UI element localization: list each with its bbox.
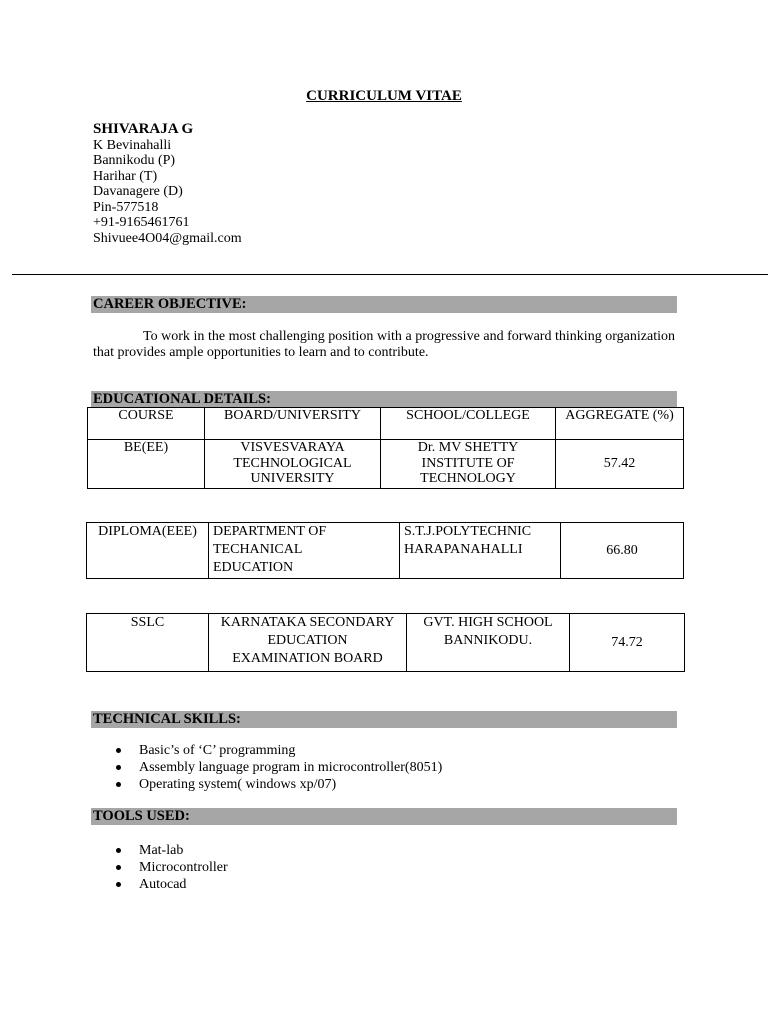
aggregate-cell: 66.80 bbox=[561, 523, 684, 579]
school-line: Dr. MV SHETTY bbox=[417, 440, 519, 455]
education-table-sslc bbox=[86, 613, 685, 672]
pin-code: Pin-577518 bbox=[93, 199, 159, 215]
tools-used-heading: TOOLS USED: bbox=[91, 808, 677, 825]
phone-number: +91-9165461761 bbox=[93, 215, 190, 230]
education-table-diploma bbox=[86, 522, 684, 579]
career-objective-heading: CAREER OBJECTIVE: bbox=[91, 296, 677, 313]
candidate-name: SHIVARAJA G bbox=[93, 121, 194, 137]
career-objective-text: To work in the most challenging position with a progressive and forward thinking organization that provides ample opportunities to learn and to contribute. bbox=[93, 329, 675, 360]
school-line: HARAPANAHALLI bbox=[404, 542, 523, 557]
board-line: DEPARTMENT OF bbox=[213, 524, 327, 539]
board-cell bbox=[209, 614, 407, 672]
list-item: Microcontroller bbox=[93, 859, 228, 876]
list-item: Basic’s of ‘C’ programming bbox=[93, 742, 442, 759]
email-address: Shivuee4O04@gmail.com bbox=[93, 230, 242, 246]
school-line: INSTITUTE OF bbox=[421, 455, 515, 471]
school-line: S.T.J.POLYTECHNIC bbox=[404, 524, 532, 539]
address-line: K Bevinahalli bbox=[93, 137, 172, 153]
board-line: TECHANICAL bbox=[213, 542, 303, 557]
header-course: COURSE bbox=[88, 408, 205, 440]
board-cell bbox=[209, 523, 400, 579]
table-row bbox=[87, 523, 684, 579]
list-item: Autocad bbox=[93, 876, 228, 893]
board-cell bbox=[205, 440, 381, 489]
table-header-row bbox=[88, 408, 684, 440]
board-line: TECHNOLOGICAL bbox=[233, 455, 352, 471]
list-item: Mat-lab bbox=[93, 842, 228, 859]
course-cell: BE(EE) bbox=[88, 440, 205, 489]
header-school: SCHOOL/COLLEGE bbox=[381, 408, 556, 440]
board-line: VISVESVARAYA bbox=[240, 440, 345, 455]
school-line: TECHNOLOGY bbox=[420, 471, 516, 486]
board-line: KARNATAKA SECONDARY bbox=[220, 615, 395, 630]
horizontal-divider bbox=[12, 274, 768, 275]
aggregate-cell: 74.72 bbox=[570, 614, 685, 672]
board-line: EDUCATION bbox=[267, 633, 348, 648]
technical-skills-heading: TECHNICAL SKILLS: bbox=[91, 711, 677, 728]
list-item: Assembly language program in microcontroller(8051) bbox=[93, 759, 442, 776]
contact-block bbox=[93, 122, 242, 246]
course-cell: SSLC bbox=[87, 614, 209, 672]
document-title: CURRICULUM VITAE bbox=[306, 88, 462, 104]
address-line: Davanagere (D) bbox=[93, 184, 183, 199]
school-cell bbox=[381, 440, 556, 489]
technical-skills-list bbox=[93, 742, 442, 793]
tools-used-list bbox=[93, 842, 228, 893]
list-item: Operating system( windows xp/07) bbox=[93, 776, 442, 793]
school-cell bbox=[407, 614, 570, 672]
course-cell: DIPLOMA(EEE) bbox=[87, 523, 209, 579]
school-line: BANNIKODU. bbox=[443, 633, 533, 648]
address-line: Harihar (T) bbox=[93, 168, 158, 184]
board-line: UNIVERSITY bbox=[250, 471, 335, 486]
board-line: EXAMINATION BOARD bbox=[232, 651, 383, 666]
school-cell bbox=[400, 523, 561, 579]
address-line: Bannikodu (P) bbox=[93, 153, 176, 168]
aggregate-cell: 57.42 bbox=[556, 440, 684, 489]
educational-details-heading: EDUCATIONAL DETAILS: bbox=[91, 391, 677, 408]
table-row bbox=[87, 614, 685, 672]
school-line: GVT. HIGH SCHOOL bbox=[423, 615, 553, 630]
table-row bbox=[88, 440, 684, 489]
board-line: EDUCATION bbox=[213, 560, 294, 575]
education-table-be bbox=[87, 407, 684, 489]
header-board: BOARD/UNIVERSITY bbox=[205, 408, 381, 440]
header-aggregate: AGGREGATE (%) bbox=[556, 408, 684, 440]
